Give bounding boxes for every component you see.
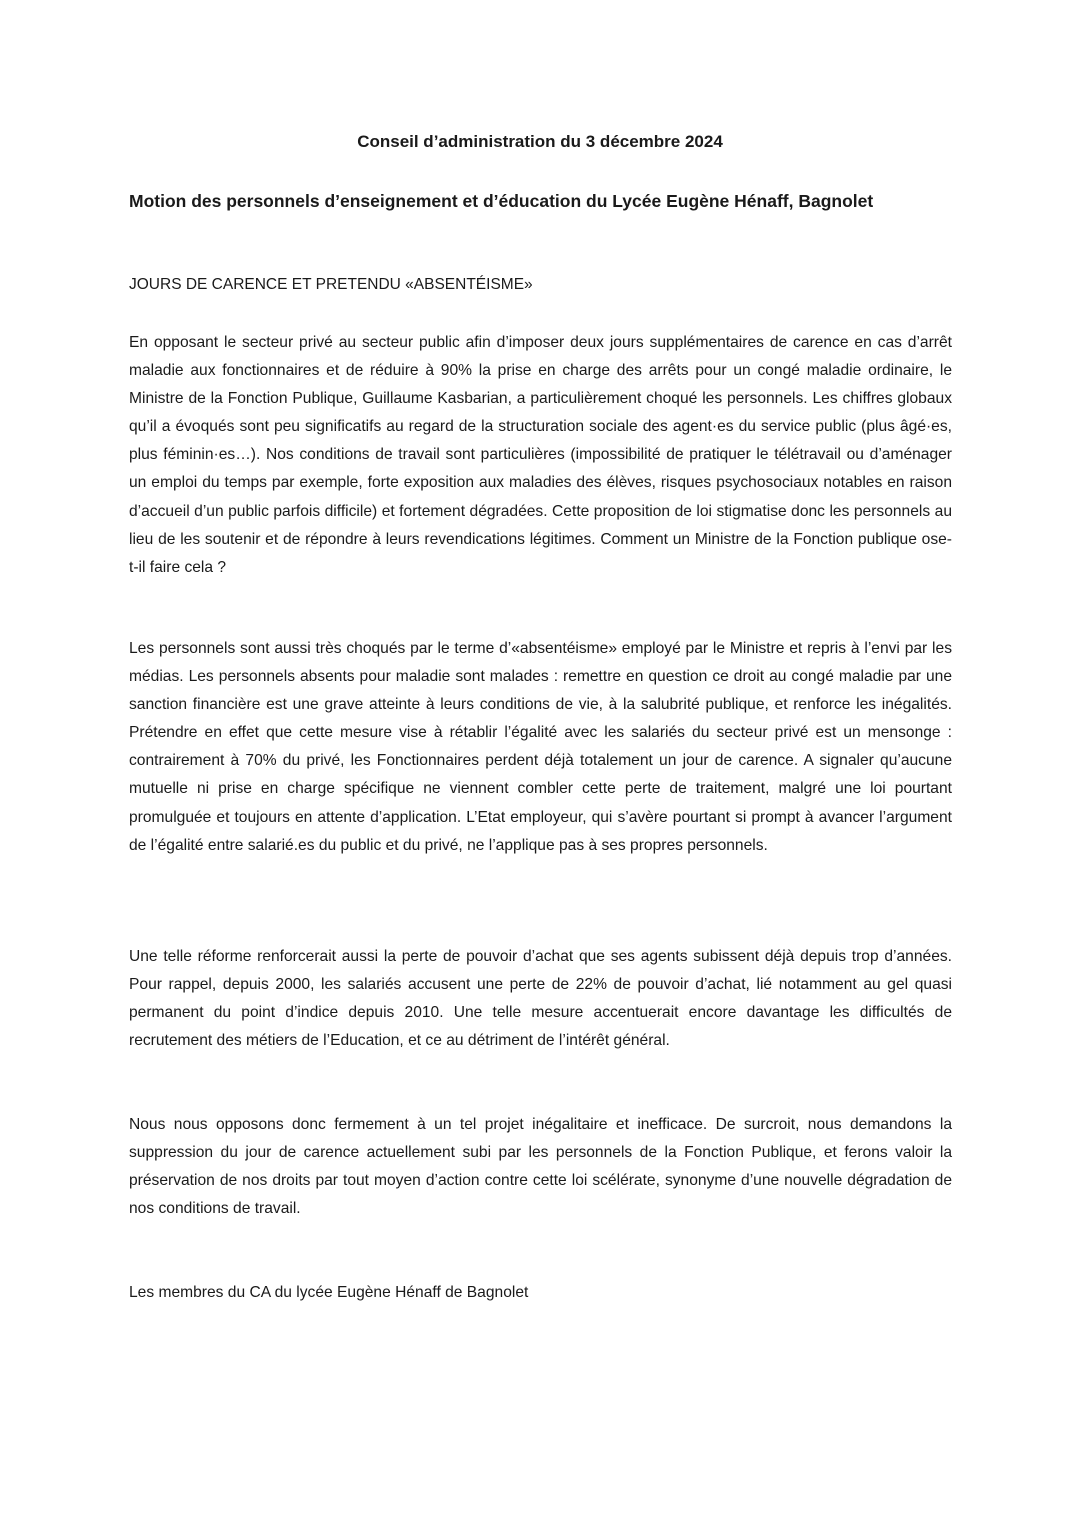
paragraph-3: Une telle réforme renforcerait aussi la perte de pouvoir d’achat que ses agents subissent déjà depuis trop d’années. Pour rappel, depuis 2000, les salariés accusent une perte de 22% de pouvoir d’achat, lié notamment au gel quasi permanent du point d’indice depuis 2010. Une telle mesure accentuerait encore davantage les difficultés de recrutement des métiers de l’Education, et ce au détriment de l’intérêt général. bbox=[129, 948, 952, 1050]
signature-line: Les membres du CA du lycée Eugène Hénaff de Bagnolet bbox=[129, 1284, 529, 1301]
paragraph-1: En opposant le secteur privé au secteur public afin d’imposer deux jours supplémentaires de carence en cas d’arrêt maladie aux fonctionnaires et de réduire à 90% la prise en charge des arrêts pour un congé maladie ordinaire, le Ministre de la Fonction Publique, Guillaume Kasbarian, a particulièrement choqué les personnels. Les chiffres globaux qu’il a évoqués sont peu significatifs au regard de la structuration sociale des agent·es du service public (plus âgé·es, plus féminin·es…). Nos conditions de travail sont particulières (impossibilité de pratiquer le télétravail ou d’aménager un emploi du temps par exemple, forte exposition aux maladies des élèves, risques psychosociaux notables en raison d’accueil d’un public parfois difficile) et fortement dégradées. Cette proposition de loi stigmatise donc les personnels au lieu de les soutenir et de répondre à leurs revendications légitimes. Comment un Ministre de la Fonction publique ose-t-il faire cela ? bbox=[129, 334, 952, 576]
paragraph-4: Nous nous opposons donc fermement à un tel projet inégalitaire et inefficace. De surcroit, nous demandons la suppression du jour de carence actuellement subi par les personnels de la Fonction Publique, et ferons valoir la préservation de nos droits par tout moyen d’action contre cette loi scélérate, synonyme d’une nouvelle dégradation de nos conditions de travail. bbox=[129, 1116, 952, 1218]
paragraph-2: Les personnels sont aussi très choqués par le terme d’«absentéisme» employé par le Ministre et repris à l’envi par les médias. Les personnels absents pour maladie sont malades : remettre en question ce droit au congé maladie par une sanction financière est une grave atteinte à leurs conditions de vie, à la salubrité publique, et renforce les inégalités. Prétendre en effet que cette mesure vise à rétablir l’égalité avec les salariés du secteur privé est un mensonge : contrairement à 70% du privé, les Fonctionnaires perdent déjà totalement un jour de carence. A signaler qu’aucune mutuelle ni prise en charge spécifique ne viennent combler cette perte de traitement, malgré une loi pourtant promulguée et toujours en attente d’application. L’Etat employeur, qui s’avère pourtant si prompt à avancer l’argument de l’égalité entre salarié.es du public et du privé, ne l’applique pas à ses propres personnels. bbox=[129, 640, 952, 854]
document-title: Conseil d’administration du 3 décembre 2024 bbox=[357, 132, 723, 151]
document-subtitle: Motion des personnels d’enseignement et d’éducation du Lycée Eugène Hénaff, Bagnolet bbox=[129, 191, 874, 211]
section-heading: JOURS DE CARENCE ET PRETENDU «ABSENTÉISME» bbox=[129, 276, 533, 293]
